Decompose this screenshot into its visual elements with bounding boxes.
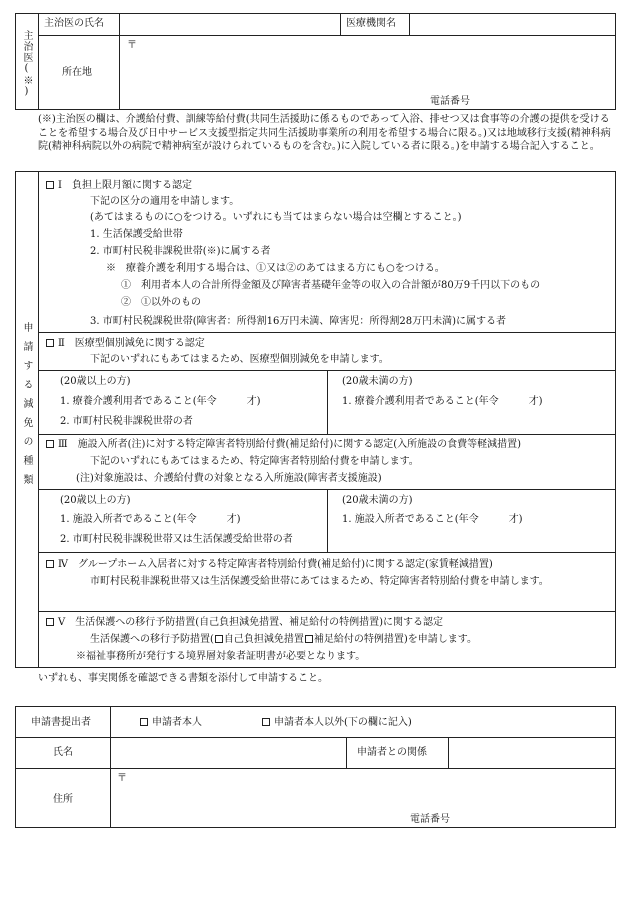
submitter-name-label: 氏名 xyxy=(53,747,73,758)
postal-mark: 〒 xyxy=(127,40,137,51)
submitter-name-field[interactable] xyxy=(112,739,344,766)
reduction-side-label: 申請する減免の種類 xyxy=(21,322,32,493)
doctor-address-field[interactable] xyxy=(121,37,614,92)
institution-field[interactable] xyxy=(411,15,614,34)
section4-title: Ⅳ グループホーム入居者に対する特定障害者特別給付費(補足給付)に関する認定(家賃軽減措置) xyxy=(46,558,493,571)
submitter-label: 申請書提出者 xyxy=(31,717,91,728)
section1-item3: ※ 療養介護を利用する場合は、①又は②のあてはまる方にも○をつける。 xyxy=(106,263,445,274)
institution-label: 医療機関名 xyxy=(346,18,396,29)
section2-checkbox[interactable] xyxy=(46,339,54,347)
section1-checkbox[interactable] xyxy=(46,181,54,189)
submitter-address-field[interactable] xyxy=(112,770,614,810)
submitter-phone-label: 電話番号 xyxy=(410,814,450,825)
section2-line1: 下記のいずれにもあてはまるため、医療型個別減免を申請します。 xyxy=(90,354,389,365)
section3-checkbox[interactable] xyxy=(46,440,54,448)
section1-item4: ① 利用者本人の合計所得金額及び障害者基礎年金等の収入の合計額が80万9千円以下のもの xyxy=(121,280,541,291)
section3-title: Ⅲ 施設入所者(注)に対する特定障害者特別給付費(補足給付)に関する認定(入所施設の食費等軽減措置) xyxy=(46,438,521,451)
section3-line1: 下記のいずれにもあてはまるため、特定障害者特別給付費を申請します。 xyxy=(90,456,419,467)
section3-left-item1: 1. 施設入所者であること(年令 才) xyxy=(60,514,241,525)
doctor-name-field[interactable] xyxy=(121,15,338,34)
submitter-option-other: 申請者本人以外(下の欄に記入) xyxy=(262,716,412,729)
self-checkbox[interactable] xyxy=(140,718,148,726)
other-checkbox[interactable] xyxy=(262,718,270,726)
section5-line2: ※福祉事務所が発行する境界層対象者証明書が必要となります。 xyxy=(76,651,366,662)
section2-right-item1: 1. 療養介護利用者であること(年令 才) xyxy=(342,396,543,407)
section2-left-header: (20歳以上の方) xyxy=(60,376,131,387)
section2-title: Ⅱ 医療型個別減免に関する認定 xyxy=(46,337,205,350)
section1-item1: 1. 生活保護受給世帯 xyxy=(90,229,183,240)
self-burden-checkbox[interactable] xyxy=(215,635,223,643)
section5-line1: 生活保護への移行予防措置( 自己負担減免措置 補足給付の特例措置)を申請します。 xyxy=(90,634,478,645)
section5-title: Ⅴ 生活保護への移行予防措置(自己負担減免措置、補足給付の特例措置)に関する認定 xyxy=(46,616,443,629)
section2-left-item1: 1. 療養介護利用者であること(年令 才) xyxy=(60,396,261,407)
doctor-phone-label: 電話番号 xyxy=(430,96,470,107)
section2-right-header: (20歳未満の方) xyxy=(342,376,413,387)
doctor-address-label: 所在地 xyxy=(62,67,92,78)
submitter-option-self: 申請者本人 xyxy=(140,716,202,729)
section1-title: Ⅰ 負担上限月額に関する認定 xyxy=(46,179,192,192)
section3-right-item1: 1. 施設入所者であること(年令 才) xyxy=(342,514,523,525)
section1-item6: 3. 市町村民税課税世帯(障害者：所得割16万円未満、障害児：所得割28万円未満)に属する者 xyxy=(90,316,506,327)
section5-checkbox[interactable] xyxy=(46,618,54,626)
section1-line1: 下記の区分の適用を申請します。 xyxy=(90,196,240,207)
submitter-postal-mark: 〒 xyxy=(117,773,127,784)
section3-left-item2: 2. 市町村民税非課税世帯又は生活保護受給世帯の者 xyxy=(60,534,293,545)
submitter-address-label: 住所 xyxy=(53,794,73,805)
section1-line2: (あてはまるものに○をつける。いずれにも当てはまらない場合は空欄とすること。) xyxy=(90,212,462,223)
section3-line2: (注)対象施設は、介護給付費の対象となる入所施設(障害者支援施設) xyxy=(76,473,382,484)
section4-line1: 市町村民税非課税世帯又は生活保護受給世帯にあてはまるため、特定障害者特別給付費を申請します。 xyxy=(90,576,549,587)
attach-note: いずれも、事実関係を確認できる書類を添付して申請すること。 xyxy=(38,673,328,684)
doctor-name-label: 主治医の氏名 xyxy=(44,18,104,29)
doctor-note: (※)主治医の欄は、介護給付費、訓練等給付費(共同生活援助に係るものであって入浴、排せつ又は食事等の介護の提供を受けることを希望する場合及び日中サービス支援型指定共同生活援助事業所の利用を希望する場合に限る。)又は地域移行支援(精神科病院(精神科病院以外の病院で精神病室が設けられているものを含む。)に入院している者に限る。)を申請する場合記入すること。 xyxy=(38,114,611,152)
relation-label: 申請者との関係 xyxy=(357,747,427,758)
section3-right-header: (20歳未満の方) xyxy=(342,495,413,506)
section1-item2: 2. 市町村民税非課税世帯(※)に属する者 xyxy=(90,246,271,257)
section1-item5: ② ①以外のもの xyxy=(121,297,201,308)
section3-left-header: (20歳以上の方) xyxy=(60,495,131,506)
supplement-special-checkbox[interactable] xyxy=(305,635,313,643)
section4-checkbox[interactable] xyxy=(46,560,54,568)
section2-left-item2: 2. 市町村民税非課税世帯の者 xyxy=(60,416,193,427)
relation-field[interactable] xyxy=(450,739,614,766)
doctor-side-label: 主治医(※) xyxy=(21,30,32,98)
